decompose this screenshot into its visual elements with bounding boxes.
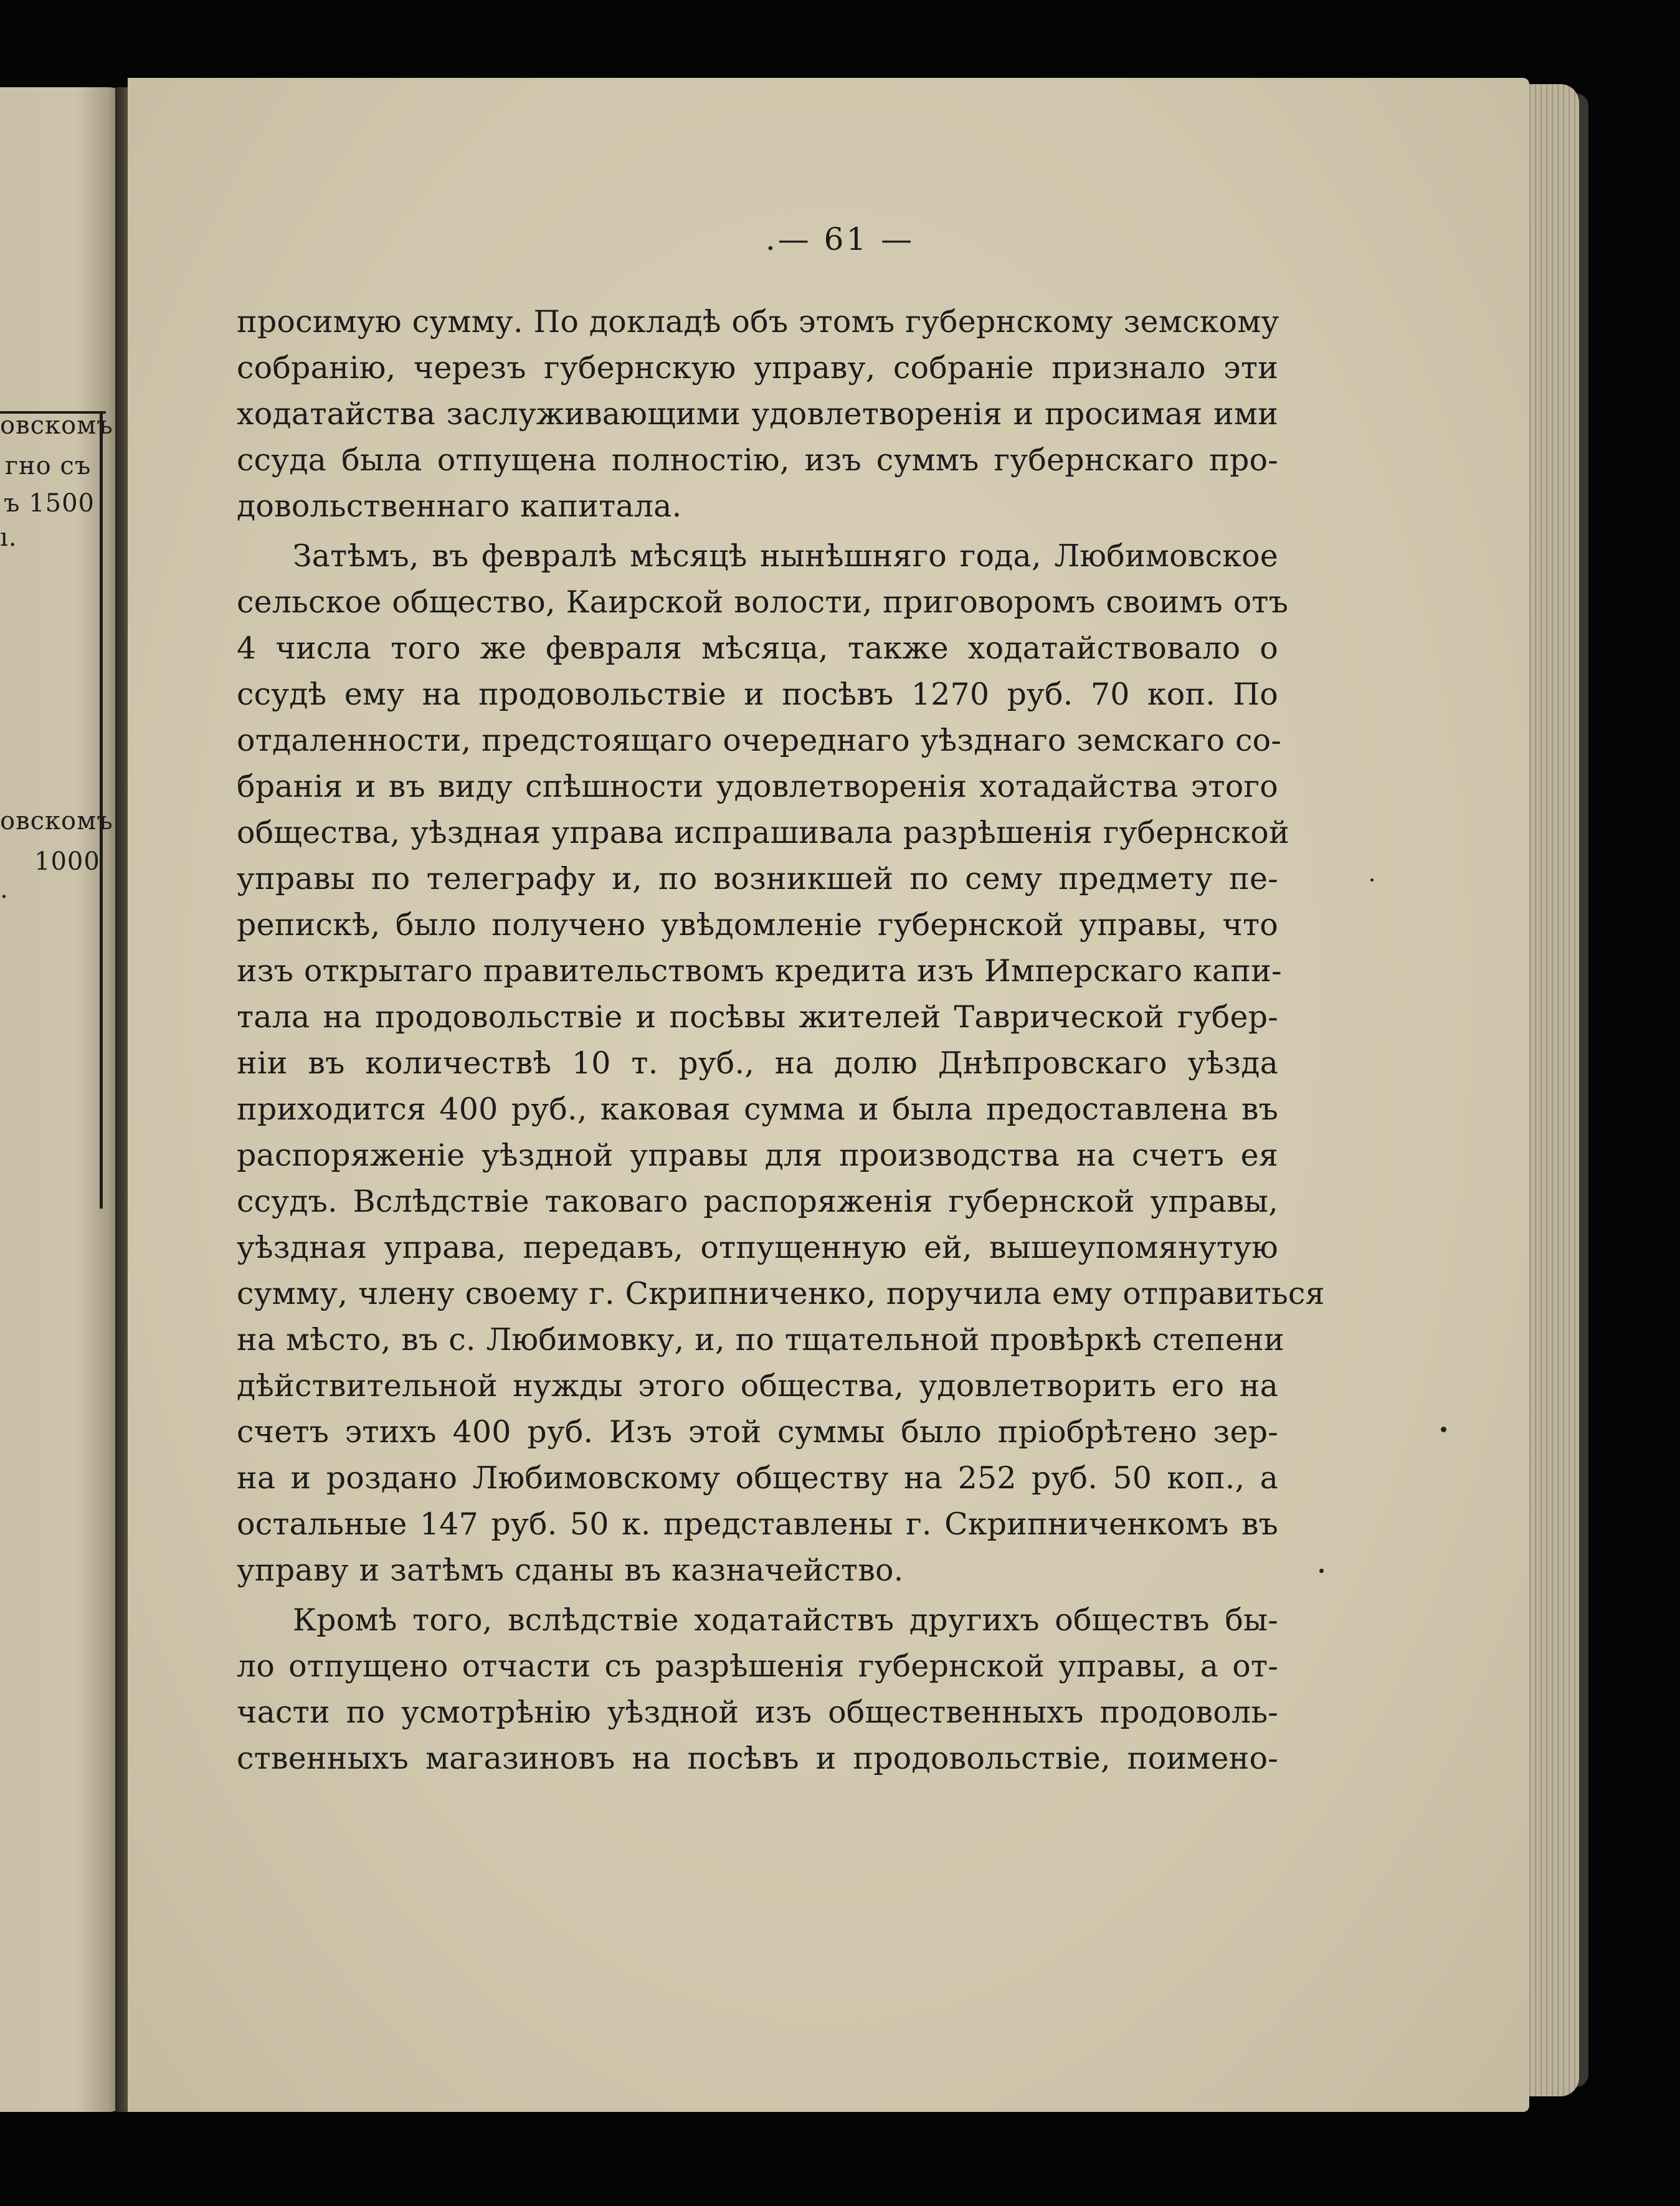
- text-line: на и роздано Любимовскому обществу на 252 руб. 50 коп., а: [237, 1460, 1278, 1496]
- paragraph-first-line: Затѣмъ, въ февралѣ мѣсяцѣ нынѣшняго года, Любимовское: [293, 538, 1278, 574]
- text-line: приходится 400 руб., каковая сумма и была предоставлена въ: [237, 1091, 1278, 1127]
- text-line: 4 числа того же февраля мѣсяца, также ходатайствовало о: [237, 630, 1278, 666]
- text-line: ходатайства заслуживающими удовлетворенія и просимая ими: [237, 396, 1278, 432]
- text-line: репискѣ, было получено увѣдомленіе губернской управы, что: [237, 907, 1278, 943]
- left-fragment-4: ı.: [0, 523, 17, 552]
- paper-speck: [1370, 878, 1374, 882]
- left-fragment-6: 1000: [34, 847, 100, 876]
- left-fragment-7: .: [0, 875, 9, 904]
- text-line: изъ открытаго правительствомъ кредита изъ Имперскаго капи-: [237, 953, 1282, 989]
- text-line: сельское общество, Каирской волости, приговоромъ своимъ отъ: [237, 584, 1289, 620]
- text-line: бранія и въ виду спѣшности удовлетворенія хотадайства этого: [237, 769, 1278, 804]
- text-line: ственныхъ магазиновъ на посѣвъ и продовольствіе, поимено-: [237, 1741, 1278, 1776]
- text-line: управу и затѣмъ сданы въ казначейство.: [237, 1552, 904, 1588]
- text-line: счетъ этихъ 400 руб. Изъ этой суммы было пріобрѣтено зер-: [237, 1414, 1278, 1450]
- text-line: общества, уѣздная управа испрашивала разрѣшенія губернской: [237, 815, 1289, 850]
- text-line: остальные 147 руб. 50 к. представлены г. Скрипниченкомъ въ: [237, 1506, 1278, 1542]
- text-line: довольственнаго капитала.: [237, 488, 682, 524]
- text-line: распоряженіе уѣздной управы для производства на счетъ ея: [237, 1138, 1278, 1173]
- text-line: ло отпущено отчасти съ разрѣшенія губернской управы, а от-: [237, 1648, 1278, 1684]
- left-page-edge: [0, 87, 128, 2112]
- left-fragment-5: овскомъ: [0, 807, 113, 835]
- text-line: дѣйствительной нужды этого общества, удовлетворить его на: [237, 1368, 1278, 1404]
- text-line: просимую сумму. По докладѣ объ этомъ губернскому земскому: [237, 304, 1279, 340]
- text-line: ссуда была отпущена полностію, изъ суммъ губернскаго про-: [237, 442, 1278, 478]
- text-line: части по усмотрѣнію уѣздной изъ общественныхъ продоволь-: [237, 1695, 1278, 1730]
- text-line: ссудѣ ему на продовольствіе и посѣвъ 1270 руб. 70 коп. По: [237, 677, 1278, 712]
- paper-speck: [1319, 1569, 1324, 1573]
- paragraph-first-line: Кромѣ того, вслѣдствіе ходатайствъ другихъ обществъ бы-: [293, 1602, 1278, 1638]
- left-fragment-3: ъ 1500: [4, 489, 95, 518]
- text-line: тала на продовольствіе и посѣвы жителей Таврической губер-: [237, 999, 1278, 1035]
- text-line: сумму, члену своему г. Скрипниченко, поручила ему отправиться: [237, 1276, 1325, 1311]
- text-line: ніи въ количествѣ 10 т. руб., на долю Днѣпровскаго уѣзда: [237, 1045, 1278, 1081]
- body-text: [237, 299, 1325, 1782]
- text-line: собранію, черезъ губернскую управу, собраніе признало эти: [237, 350, 1278, 386]
- text-line: на мѣсто, въ с. Любимовку, и, по тщательной провѣркѣ степени: [237, 1322, 1284, 1357]
- paper-speck: [1441, 1427, 1446, 1432]
- page-number: .— 61 —: [765, 221, 915, 257]
- left-fragment-1: овскомъ: [0, 411, 113, 440]
- left-fragment-2: гно съ: [5, 452, 92, 480]
- text-line: ссудъ. Вслѣдствіе таковаго распоряженія губернской управы,: [237, 1184, 1278, 1219]
- text-line: управы по телеграфу и, по возникшей по сему предмету пе-: [237, 861, 1278, 896]
- text-line: уѣздная управа, передавъ, отпущенную ей, вышеупомянутую: [237, 1230, 1278, 1265]
- text-line: отдаленности, предстоящаго очереднаго уѣзднаго земскаго со-: [237, 723, 1282, 758]
